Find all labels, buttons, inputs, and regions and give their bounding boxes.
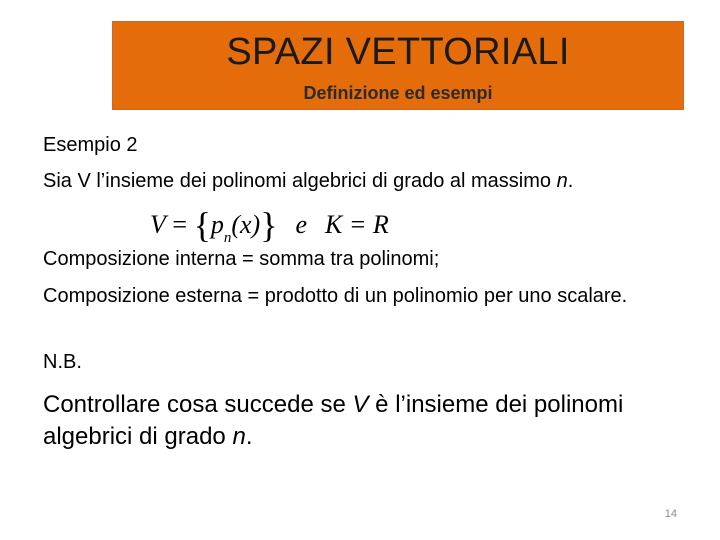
definition-text	[43, 167, 693, 196]
definition-prefix: Sia V l’insieme dei polinomi algebrici di grado al massimo	[43, 170, 557, 192]
formula-conjunction: e	[295, 210, 308, 239]
formula-close-brace: }	[260, 205, 278, 245]
formula-p: p	[210, 210, 224, 239]
page-number: 14	[664, 508, 677, 520]
title-banner	[112, 21, 684, 110]
check-variable-n: n	[232, 423, 246, 450]
formula-rhs: K = R	[325, 210, 389, 239]
definition-suffix: .	[567, 170, 574, 192]
check-middle: è l’insieme dei polinomi algebrici di grado	[43, 391, 624, 450]
formula-equals: =	[165, 210, 194, 239]
formula-arg: (x)	[231, 210, 261, 239]
slide-subtitle: Definizione ed esempi	[303, 83, 493, 103]
example-heading: Esempio 2	[43, 134, 138, 156]
slide-title: SPAZI VETTORIALI	[226, 31, 570, 73]
nb-label: N.B.	[43, 351, 82, 373]
check-statement	[43, 389, 693, 453]
formula-open-brace: {	[193, 205, 211, 245]
internal-composition: Composizione interna = somma tra polinomi;	[43, 248, 440, 270]
check-suffix: .	[245, 423, 253, 450]
formula-lhs: V	[150, 210, 166, 239]
formula-subscript: n	[223, 230, 232, 246]
check-variable: V	[352, 391, 369, 418]
set-definition-formula	[150, 200, 389, 246]
definition-variable: n	[556, 170, 568, 192]
check-prefix: Controllare cosa succede se	[43, 391, 353, 418]
external-composition: Composizione esterna = prodotto di un polinomio per uno scalare.	[43, 285, 628, 307]
